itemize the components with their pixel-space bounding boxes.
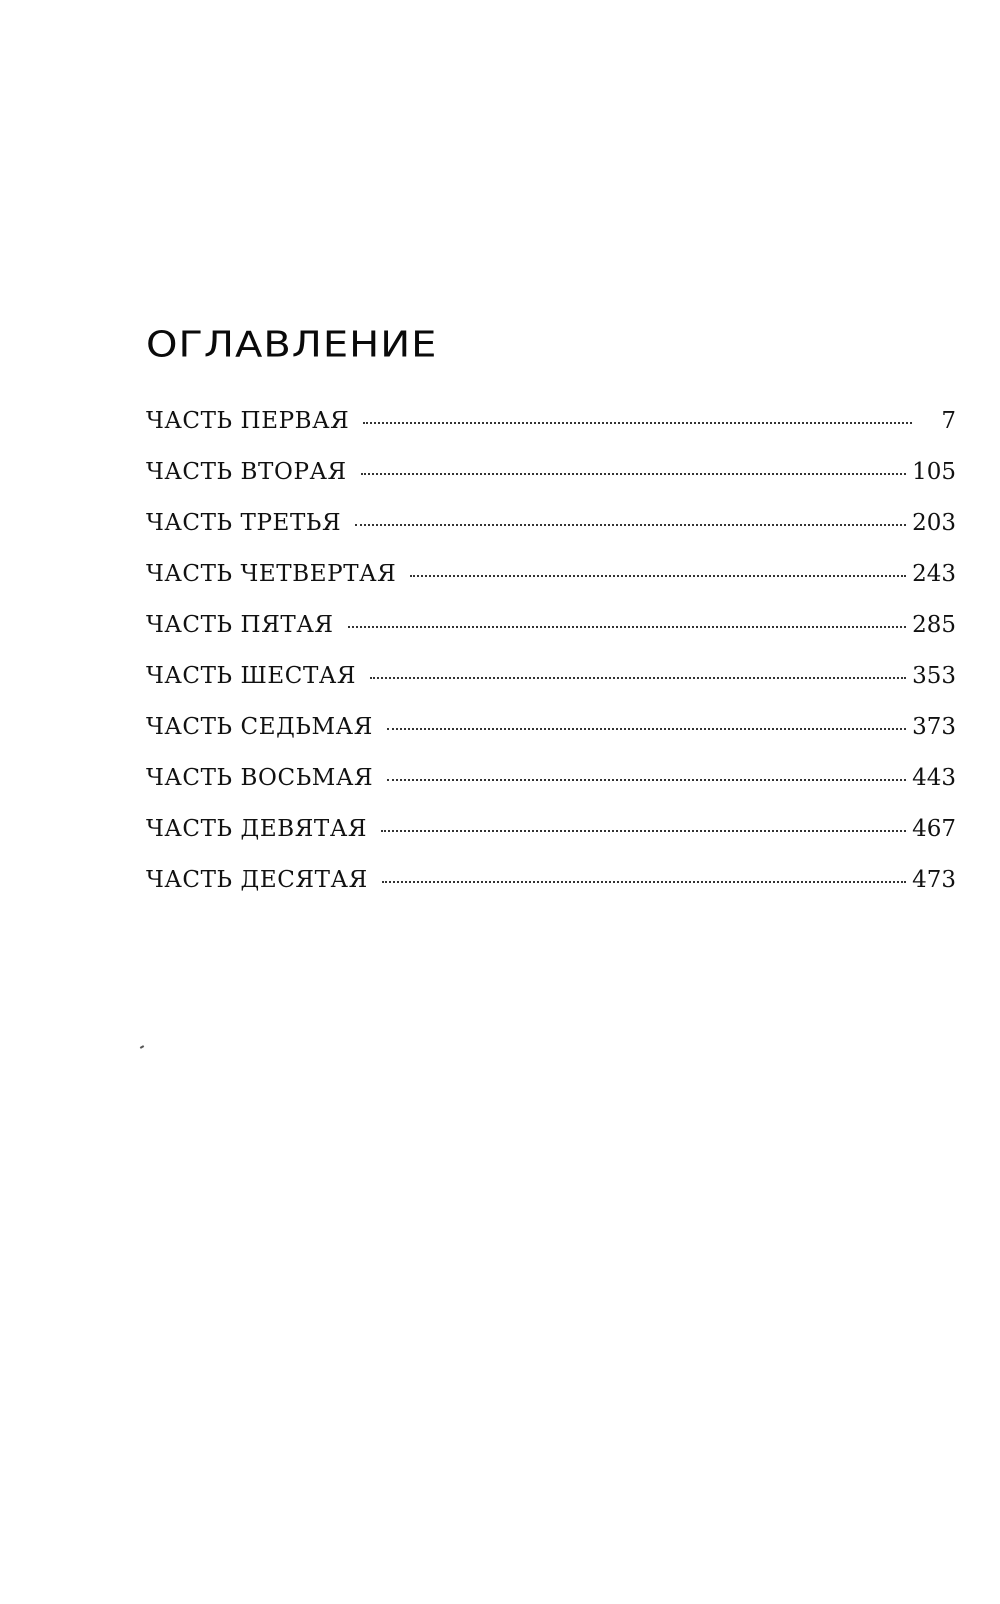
toc-entry-page: 443 <box>912 765 956 791</box>
toc-entry-page: 243 <box>912 561 956 587</box>
toc-entry-page: 7 <box>941 408 956 434</box>
toc-entry-title: ЧАСТЬ ДЕСЯТАЯ <box>146 867 368 893</box>
toc-entry-title: ЧАСТЬ ПЕРВАЯ <box>146 408 350 434</box>
page-title: ОГЛАВЛЕНИЕ <box>146 325 438 366</box>
toc-entry <box>146 459 956 510</box>
toc-entry-page: 373 <box>912 714 956 740</box>
toc-entry-title: ЧАСТЬ ТРЕТЬЯ <box>146 510 342 536</box>
dot-leader <box>363 421 912 424</box>
toc-entry <box>146 816 956 867</box>
toc-entry-page: 105 <box>912 459 956 485</box>
dot-leader <box>381 829 906 832</box>
dot-leader <box>410 574 906 577</box>
toc-entry <box>146 510 956 561</box>
dot-leader <box>370 676 906 679</box>
dot-leader <box>387 778 906 781</box>
toc-entry <box>146 765 956 816</box>
dot-leader <box>348 625 907 628</box>
dot-leader <box>382 880 906 883</box>
toc-entry-page: 353 <box>912 663 956 689</box>
toc-entry-page: 473 <box>912 867 956 893</box>
toc-entry-title: ЧАСТЬ ВОСЬМАЯ <box>146 765 374 791</box>
toc-entry-title: ЧАСТЬ ШЕСТАЯ <box>146 663 357 689</box>
toc-entry <box>146 612 956 663</box>
toc-entry-title: ЧАСТЬ СЕДЬМАЯ <box>146 714 373 740</box>
toc-entry <box>146 867 956 918</box>
table-of-contents <box>146 408 956 918</box>
dot-leader <box>361 472 906 475</box>
toc-entry-page: 203 <box>912 510 956 536</box>
dot-leader <box>355 523 906 526</box>
toc-entry-title: ЧАСТЬ ВТОРАЯ <box>146 459 347 485</box>
scan-speck <box>140 1045 144 1049</box>
toc-entry-title: ЧАСТЬ ЧЕТВЕРТАЯ <box>146 561 397 587</box>
dot-leader <box>387 727 906 730</box>
toc-entry-title: ЧАСТЬ ПЯТАЯ <box>146 612 334 638</box>
toc-entry-page: 285 <box>912 612 956 638</box>
toc-entry <box>146 408 956 459</box>
toc-entry-title: ЧАСТЬ ДЕВЯТАЯ <box>146 816 368 842</box>
toc-entry <box>146 561 956 612</box>
toc-entry <box>146 663 956 714</box>
toc-entry-page: 467 <box>912 816 956 842</box>
toc-entry <box>146 714 956 765</box>
